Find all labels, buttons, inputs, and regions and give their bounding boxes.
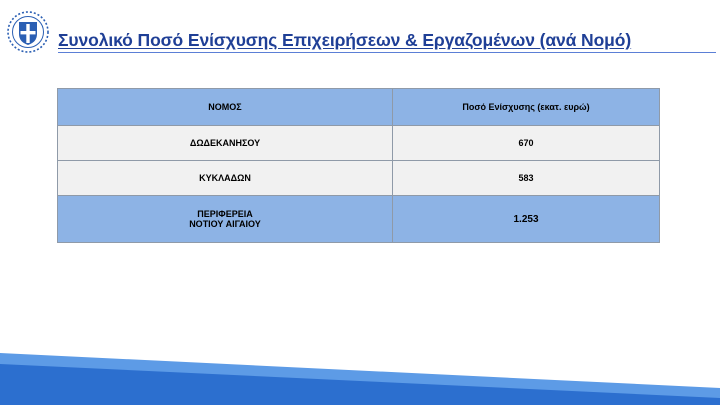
- header-prefecture: ΝΟΜΟΣ: [58, 89, 393, 126]
- table-row: [58, 126, 660, 161]
- cell-total-label: [58, 196, 393, 243]
- header-amount: Ποσό Ενίσχυσης (εκατ. ευρώ): [393, 89, 660, 126]
- cell-total-amount: 1.253: [393, 196, 660, 243]
- title-underline-rule: [58, 52, 716, 53]
- decorative-bottom-wave: [0, 340, 720, 405]
- funding-by-prefecture-table: [57, 88, 660, 243]
- cell-region: ΚΥΚΛΑΔΩΝ: [58, 161, 393, 196]
- table-header-row: [58, 89, 660, 126]
- table-total-row: [58, 196, 660, 243]
- total-label-line2: ΝΟΤΙΟΥ ΑΙΓΑΙΟΥ: [189, 219, 261, 229]
- cell-region: ΔΩΔΕΚΑΝΗΣΟΥ: [58, 126, 393, 161]
- cell-amount: 583: [393, 161, 660, 196]
- slide-title: Συνολικό Ποσό Ενίσχυσης Επιχειρήσεων & Εργαζομένων (ανά Νομό): [58, 30, 632, 50]
- greek-emblem-icon: [6, 10, 50, 54]
- table-row: [58, 161, 660, 196]
- cell-amount: 670: [393, 126, 660, 161]
- total-label-line1: ΠΕΡΙΦΕΡΕΙΑ: [197, 209, 253, 219]
